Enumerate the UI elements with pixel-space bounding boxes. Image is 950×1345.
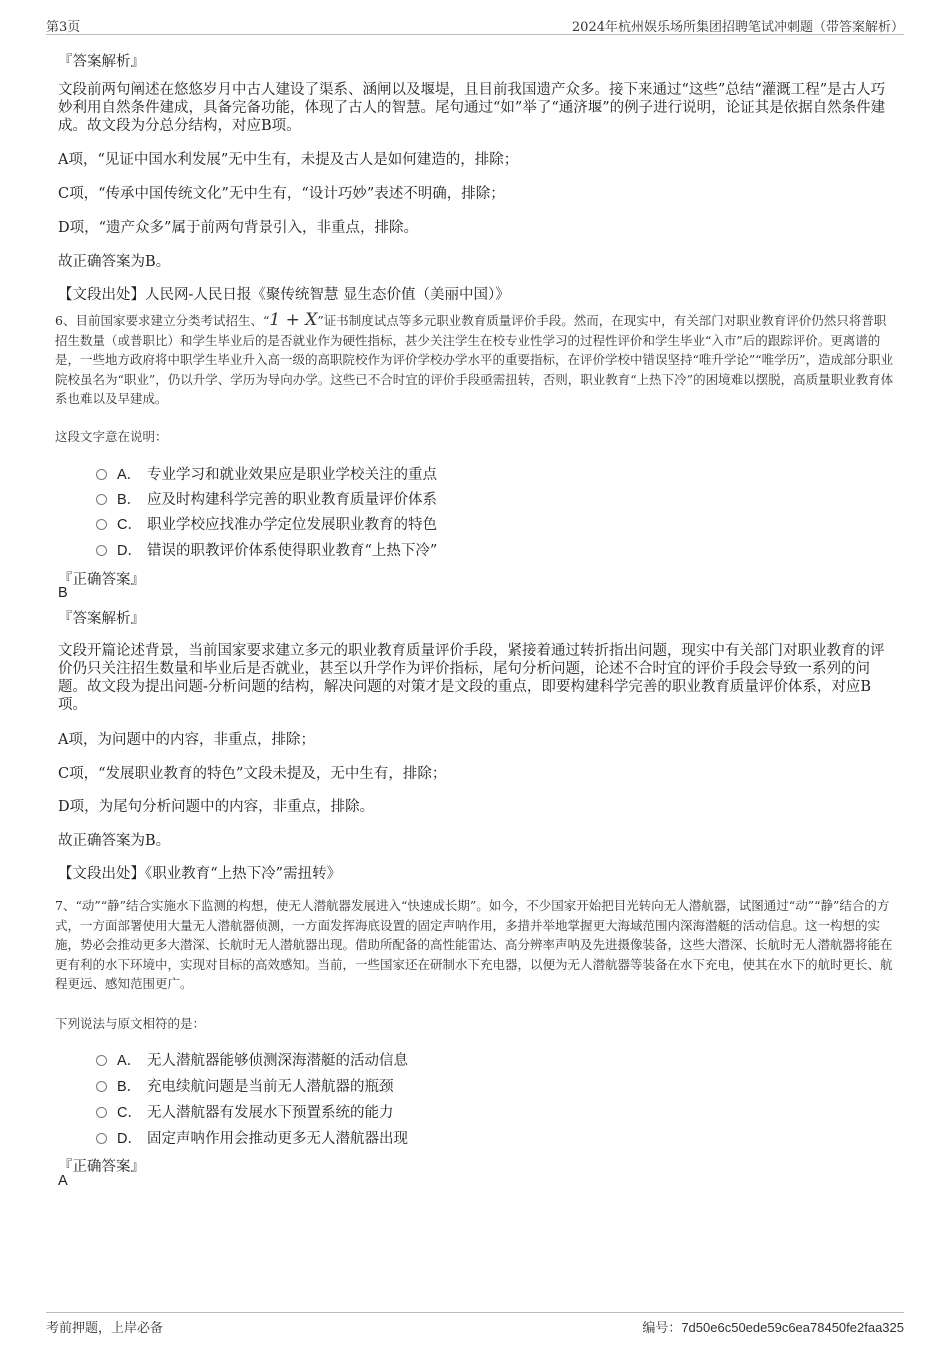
q6-option-d-analysis: D项，为尾句分析问题中的内容，非重点，排除。 <box>58 799 375 815</box>
radio-icon[interactable] <box>96 1055 107 1066</box>
document-id: 编号：7d50e6c50ede59c6ea78450fe2faa325 <box>642 1320 904 1335</box>
q6-option-c[interactable]: C． 职业学校应找准办学定位发展职业教育的特色 <box>96 513 437 534</box>
q6-source: 【文段出处】《职业教育“上热下冷”需扭转》 <box>58 866 342 882</box>
q7-option-a[interactable]: A． 无人潜航器能够侦测深海潜艇的活动信息 <box>96 1049 408 1070</box>
radio-icon[interactable] <box>96 545 107 556</box>
q5-conclusion: 故正确答案为B。 <box>58 254 171 270</box>
q7-correct-tag: 『正确答案』 <box>58 1159 145 1175</box>
q7-option-d[interactable]: D． 固定声呐作用会推动更多无人潜航器出现 <box>96 1127 408 1148</box>
q6-option-a-analysis: A项，为问题中的内容，非重点，排除； <box>58 732 315 748</box>
q6-option-d[interactable]: D． 错误的职教评价体系使得职业教育“上热下冷” <box>96 539 437 560</box>
q5-analysis-tag: 『答案解析』 <box>58 54 145 70</box>
q6-prompt: 这段文字意在说明： <box>55 429 168 444</box>
q5-option-a-analysis: A项，“见证中国水利发展”无中生有，未提及古人是如何建造的，排除； <box>58 152 519 168</box>
radio-icon[interactable] <box>96 519 107 530</box>
q6-conclusion: 故正确答案为B。 <box>58 833 171 849</box>
radio-icon[interactable] <box>96 1133 107 1144</box>
q6-analysis: 文段开篇论述背景，当前国家要求建立多元的职业教育质量评价手段，紧接着通过转折指出问题，现实中有关部门对职业教育的评价仍只关注招生数量和毕业后是否就业，甚至以升学作为评价指标，尾句分析问题，论述不合时宜的评价手段会导致一系列的问题。故文段为提出问题-分析问题的结构，解决问题的对策才是文段的重点，即要构建科学完善的职业教育质量评价体系，对应B项。 <box>58 643 885 713</box>
q6-stem: 6、目前国家要求建立分类考试招生、“1 + X”证书制度试点等多元职业教育质量评价手段。然而，在现实中，有关部门对职业教育评价仍然只将普职招生数量（或普职比）和学生毕业后的是否就业作为硬性指标，甚少关注学生在校专业性学习的过程性评价和学生毕业“入市”后的跟踪评价。更离谱的是，一些地方政府将中职学生毕业升入高一级的高职院校作为评价学校办学水平的重要指标，在评价学校中错误坚持“唯升学论”“唯学历”，造成部分职业院校虽名为“职业”，仍以升学、学历为导向办学。这些已不合时宜的评价手段亟需扭转，否则，职业教育“上热下冷”的困境难以摆脱，高质量职业教育体系也难以及早建成。 <box>55 310 894 406</box>
document-title: 2024年杭州娱乐场所集团招聘笔试冲刺题（带答案解析） <box>571 20 904 35</box>
formula-1-plus-x: 1 + X <box>269 310 318 330</box>
radio-icon[interactable] <box>96 494 107 505</box>
q7-stem: 7、“动”“静”结合实施水下监测的构想，使无人潜航器发展进入“快速成长期”。如今，不少国家开始把目光转向无人潜航器，试图通过“动”“静”结合的方式，一方面部署使用大量无人潜航器侦测，一方面发挥海底设置的固定声呐作用，多措并举地掌握更大海域范围内深海潜艇的活动信息。这一构想的实施，势必会推动更多大潜深、长航时无人潜航器出现。借助所配备的高性能雷达、高分辨率声呐及先进摄像装备，这些大潜深、长航时无人潜航器将能在更有利的水下环境中，实现对目标的高效感知。当前，一些国家还在研制水下充电器，以便为无人潜航器等装备在水下充电，使其在水下的航时更长、航程更远、感知范围更广。 <box>55 898 893 991</box>
radio-icon[interactable] <box>96 1081 107 1092</box>
radio-icon[interactable] <box>96 1107 107 1118</box>
q6-analysis-tag: 『答案解析』 <box>58 611 145 627</box>
footer-slogan: 考前押题，上岸必备 <box>46 1321 164 1336</box>
page-number: 第3页 <box>46 20 81 35</box>
q5-option-d-analysis: D项，“遗产众多”属于前两句背景引入，非重点，排除。 <box>58 220 418 236</box>
q6-option-a[interactable]: A． 专业学习和就业效果应是职业学校关注的重点 <box>96 463 437 484</box>
page-footer <box>46 1312 904 1335</box>
q6-option-c-analysis: C项，“发展职业教育的特色”文段未提及，无中生有，排除； <box>58 766 447 782</box>
radio-icon[interactable] <box>96 469 107 480</box>
page-header <box>46 14 904 35</box>
q7-option-b[interactable]: B． 充电续航问题是当前无人潜航器的瓶颈 <box>96 1075 394 1096</box>
q5-source: 【文段出处】人民网-人民日报《聚传统智慧 显生态价值（美丽中国）》 <box>58 287 510 303</box>
q6-correct-tag: 『正确答案』 <box>58 572 145 588</box>
q6-correct-answer: B <box>58 585 68 601</box>
q7-option-c[interactable]: C． 无人潜航器有发展水下预置系统的能力 <box>96 1101 394 1122</box>
q5-option-c-analysis: C项，“传承中国传统文化”无中生有，“设计巧妙”表述不明确，排除； <box>58 186 505 202</box>
q6-option-b[interactable]: B． 应及时构建科学完善的职业教育质量评价体系 <box>96 488 437 509</box>
q7-prompt: 下列说法与原文相符的是： <box>55 1016 206 1031</box>
q7-correct-answer: A <box>58 1173 68 1189</box>
q5-analysis: 文段前两句阐述在悠悠岁月中古人建设了渠系、涵闸以及堰堤，且目前我国遗产众多。接下来通过“这些”总结“灌溉工程”是古人巧妙利用自然条件建成，具备完备功能，体现了古人的智慧。尾句通过“如”举了“通济堰”的例子进行说明，论证其是依据自然条件建成。故文段为分总分结构，对应B项。 <box>58 82 886 134</box>
